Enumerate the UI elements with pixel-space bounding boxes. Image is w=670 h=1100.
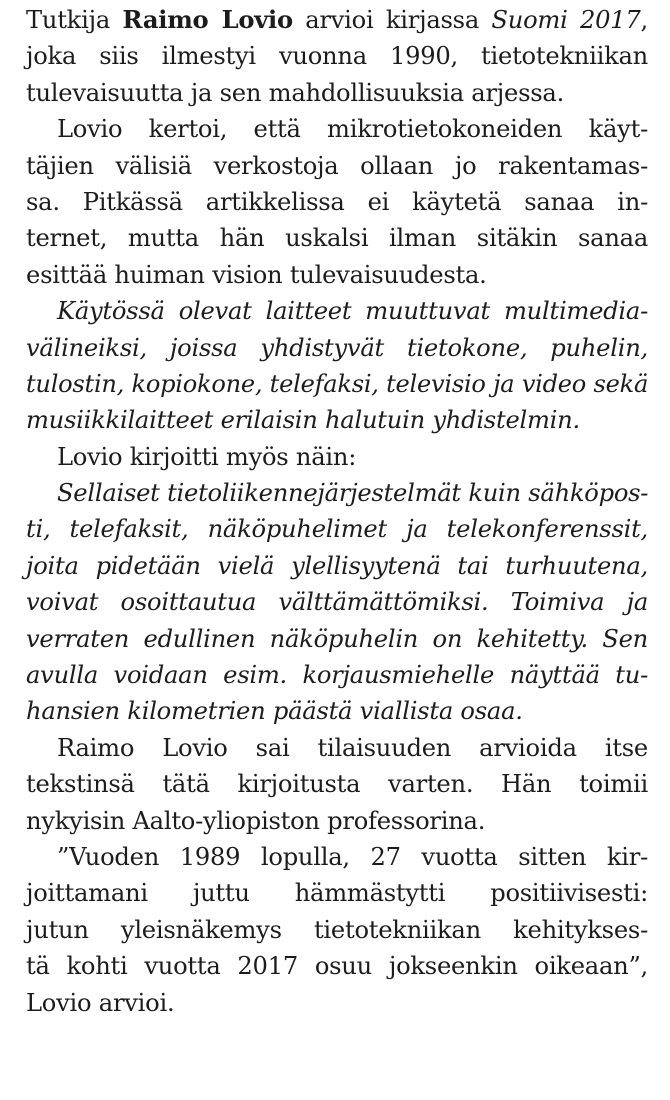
quote-line: Käytössä olevat laitteet muuttuvat multimedia- [57, 297, 648, 326]
quote-line: voivat osoittautua välttämättömiksi. Toimiva ja [26, 588, 648, 617]
person-name: Raimo Lovio [122, 5, 293, 34]
text-line: tä kohti vuotta 2017 osuu jokseenkin oikeaan”, [26, 952, 648, 981]
paragraph-lovio-quote [26, 839, 648, 1021]
quote-telecom [26, 475, 648, 730]
text-line: Lovio kirjoitti myös näin: [57, 442, 357, 471]
text-line: joka siis ilmestyi vuonna 1990, tietotekniikan [26, 42, 648, 71]
text-line: tulevaisuutta ja sen mahdollisuuksia arjessa. [26, 78, 565, 107]
book-title: Suomi 2017 [491, 6, 641, 34]
paragraph-intro [26, 2, 648, 111]
paragraph-transition [26, 439, 648, 475]
text-line: ”Vuoden 1989 lopulla, 27 vuotta sitten kir- [57, 842, 648, 871]
text-line: nykyisin Aalto-yliopiston professorina. [26, 806, 486, 835]
text-line: Raimo Lovio sai tilaisuuden arvioida itse [57, 733, 648, 762]
text-line: ternet, mutta hän uskalsi ilman sitäkin sanaa [26, 224, 648, 253]
text-line: tekstinsä tätä kirjoitusta varten. Hän toimii [26, 770, 648, 799]
quote-line: avulla voidaan esim. korjausmiehelle näyttää tu- [26, 661, 648, 690]
text-line: täjien välisiä verkostoja ollaan jo rakentamas- [26, 151, 648, 180]
text-run: arvioi kirjassa [292, 6, 492, 34]
quote-line: musiikkilaitteet erilaisin halutuin yhdistelmin. [26, 406, 580, 435]
paragraph-networks [26, 111, 648, 293]
text-line: jutun yleisnäkemys tietotekniikan kehitykses- [26, 915, 648, 944]
text-line [26, 2, 648, 38]
text-run: , [640, 6, 648, 34]
paragraph-evaluation [26, 730, 648, 839]
text-line: sa. Pitkässä artikkelissa ei käytetä sanaa in- [26, 187, 648, 216]
quote-line: hansien kilometrien päästä viallista osaa. [26, 697, 523, 726]
quote-line: Sellaiset tietoliikennejärjestelmät kuin sähköpos- [57, 479, 649, 508]
quote-line: välineiksi, joissa yhdistyvät tietokone, puhelin, [26, 333, 648, 362]
quote-multimedia [26, 293, 648, 439]
text-run: Tutkija [26, 6, 123, 34]
quote-line: joita pidetään vielä ylellisyytenä tai turhuutena, [26, 551, 648, 580]
quote-line: verraten edullinen näköpuhelin on kehitetty. Sen [26, 624, 648, 653]
quote-line: tulostin, kopiokone, telefaksi, televisio ja video sekä [26, 369, 649, 398]
quote-line: ti, telefaksit, näköpuhelimet ja telekonferenssit, [26, 515, 648, 544]
text-line: Lovio kertoi, että mikrotietokoneiden käyt- [57, 115, 648, 144]
text-line: Lovio arvioi. [26, 988, 175, 1017]
text-line: esittää huiman vision tulevaisuudesta. [26, 260, 487, 289]
text-line: joittamani juttu hämmästytti positiivisesti: [26, 879, 648, 908]
